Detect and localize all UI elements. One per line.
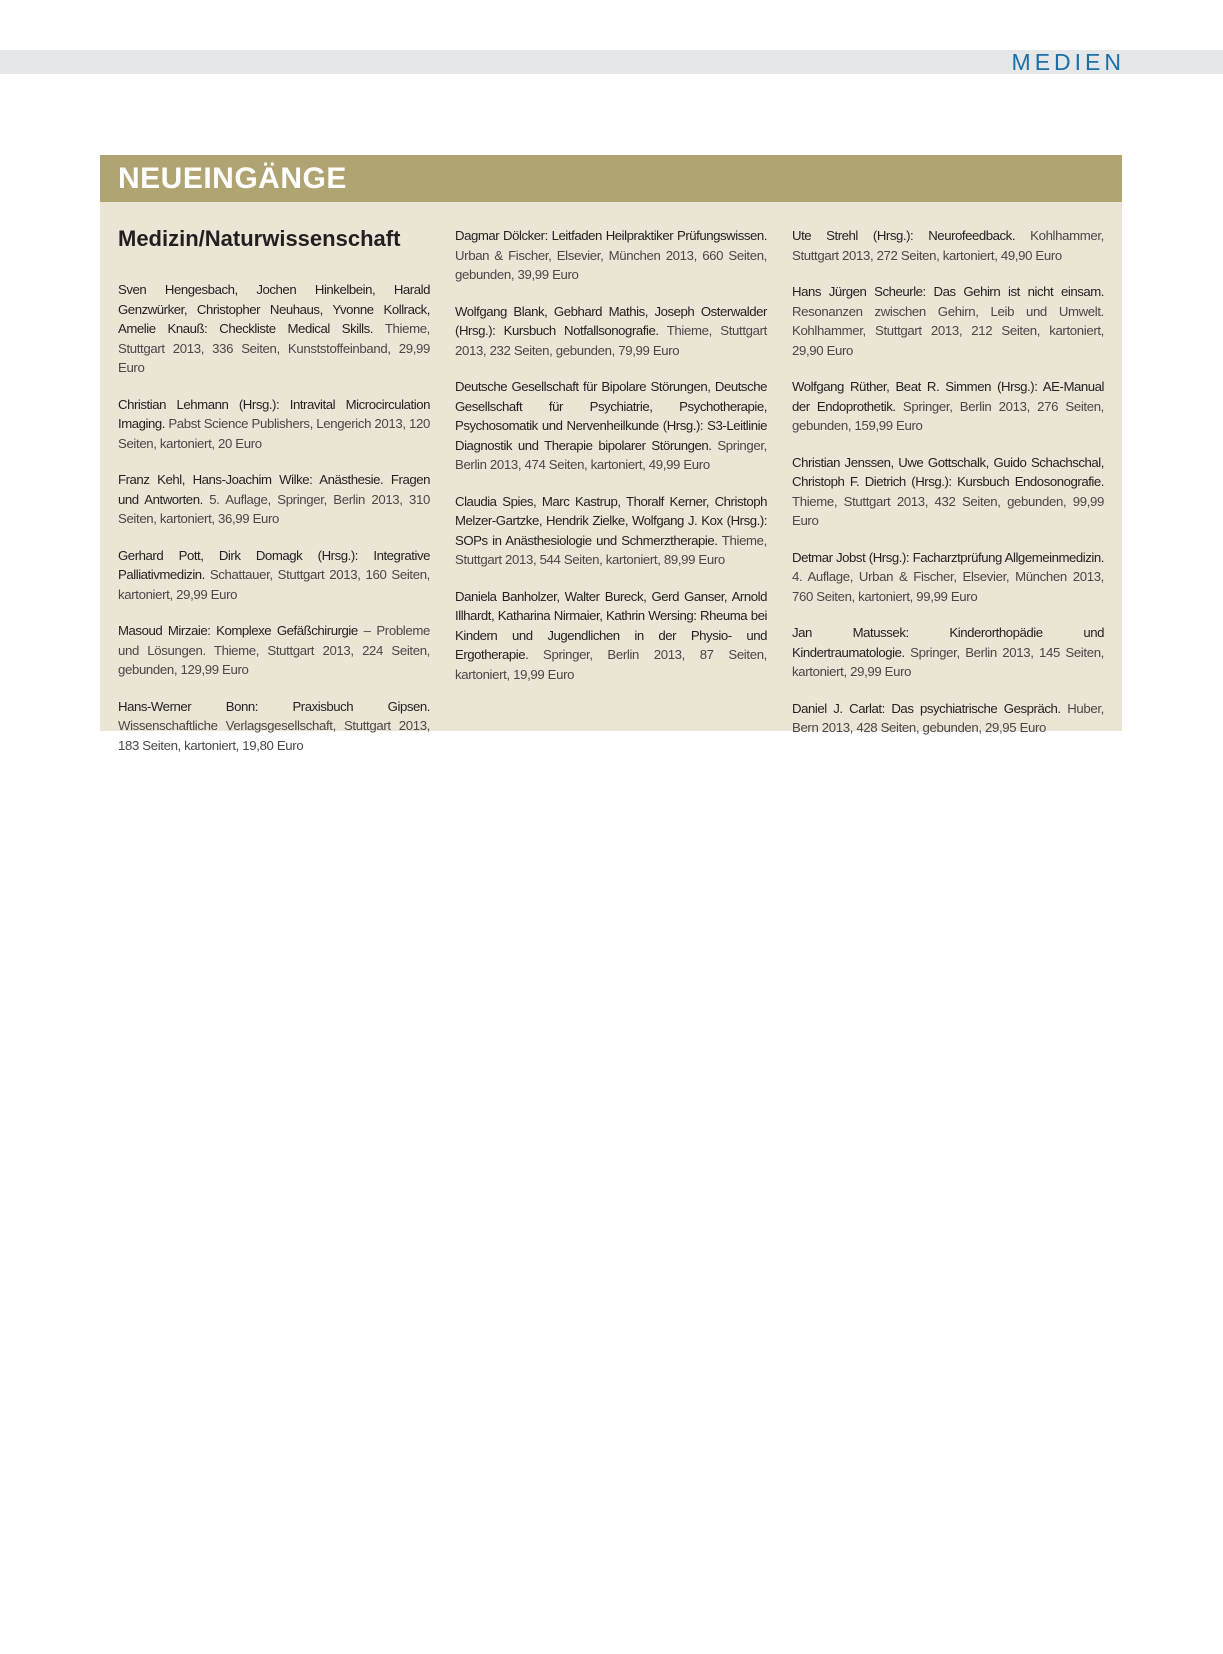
book-publication-details: Wissenschaftliche Verlagsgesellschaft, Stuttgart 2013, 183 Seiten, kartoniert, 19,80 Euro — [118, 718, 430, 753]
book-entry — [118, 546, 430, 605]
book-entry — [792, 548, 1104, 607]
book-publication-details: Springer, Berlin 2013, 87 Seiten, kartoniert, 19,99 Euro — [455, 647, 767, 682]
book-publication-details: Kohlhammer, Stuttgart 2013, 272 Seiten, kartoniert, 49,90 Euro — [792, 228, 1104, 263]
book-entry — [455, 226, 767, 285]
book-author-title: Gerhard Pott, Dirk Domagk (Hrsg.): Integrative Palliativmedizin. — [118, 547, 430, 582]
book-author-title: Christian Lehmann (Hrsg.): Intravital Microcirculation Imaging. — [118, 396, 430, 431]
column-3 — [792, 226, 1104, 772]
book-author-title: Christian Jenssen, Uwe Gottschalk, Guido Schachschal, Christoph F. Dietrich (Hrsg.): Kursbuch Endosonografie. — [792, 454, 1104, 489]
book-publication-details: Springer, Berlin 2013, 145 Seiten, kartoniert, 29,99 Euro — [792, 644, 1104, 679]
book-entry — [118, 697, 430, 756]
book-entry — [792, 623, 1104, 682]
book-publication-details: Thieme, Stuttgart 2013, 336 Seiten, Kunststoffeinband, 29,99 Euro — [118, 321, 431, 375]
book-publication-details: Urban & Fischer, Elsevier, München 2013, 660 Seiten, gebunden, 39,99 Euro — [455, 247, 767, 282]
book-entry — [455, 377, 767, 475]
column-1 — [118, 226, 430, 772]
book-publication-details: Thieme, Stuttgart 2013, 432 Seiten, gebunden, 99,99 Euro — [792, 493, 1104, 528]
book-entry — [455, 587, 767, 685]
book-publication-details: Pabst Science Publishers, Lengerich 2013, 120 Seiten, kartoniert, 20 Euro — [118, 416, 430, 451]
column-2 — [455, 226, 767, 772]
book-entry — [455, 492, 767, 570]
book-entry — [792, 699, 1104, 738]
book-entry — [118, 395, 430, 454]
book-publication-details: Schattauer, Stuttgart 2013, 160 Seiten, kartoniert, 29,99 Euro — [118, 567, 430, 602]
book-publication-details: 4. Auflage, Urban & Fischer, Elsevier, München 2013, 760 Seiten, kartoniert, 99,99 Euro — [792, 569, 1104, 604]
book-publication-details: Thieme, Stuttgart 2013, 232 Seiten, gebunden, 79,99 Euro — [455, 323, 767, 358]
book-publication-details: – Probleme und Lösungen. Thieme, Stuttgart 2013, 224 Seiten, gebunden, 129,99 Euro — [118, 623, 430, 677]
book-author-title: Masoud Mirzaie: Komplexe Gefäßchirurgie — [118, 623, 358, 638]
book-author-title: Claudia Spies, Marc Kastrup, Thoralf Kerner, Christoph Melzer-Gartzke, Hendrik Zielke, Wolfgang J. Kox (Hrsg.): SOPs in Anästhesiologie und Schmerztherapie. — [455, 493, 767, 548]
book-publication-details: Springer, Berlin 2013, 276 Seiten, gebunden, 159,99 Euro — [792, 398, 1104, 433]
book-entry — [118, 470, 430, 529]
book-author-title: Hans Jürgen Scheurle: Das Gehirn ist nicht einsam. — [792, 284, 1104, 299]
book-author-title: Sven Hengesbach, Jochen Hinkelbein, Harald Genzwürker, Christopher Neuhaus, Yvonne Kollrack, Amelie Knauß: Checkliste Medical Skills. — [118, 282, 430, 336]
book-author-title: Wolfgang Blank, Gebhard Mathis, Joseph Osterwalder (Hrsg.): Kursbuch Notfallsonografie. — [455, 303, 767, 338]
section-label: MEDIEN — [1011, 49, 1125, 75]
column-heading: Medizin/Naturwissenschaft — [118, 226, 401, 251]
book-publication-details: Resonanzen zwischen Gehirn, Leib und Umwelt. Kohlhammer, Stuttgart 2013, 212 Seiten, kartoniert, 29,90 Euro — [792, 303, 1104, 358]
panel-title: NEUEINGÄNGE — [118, 161, 347, 195]
book-entry — [792, 377, 1104, 436]
book-author-title: Daniela Banholzer, Walter Bureck, Gerd Ganser, Arnold Illhardt, Katharina Nirmaier, Kathrin Wersing: Rheuma bei Kindern und Jugendlichen in der Physio- und Ergotherapie. — [455, 588, 767, 662]
book-publication-details: Springer, Berlin 2013, 474 Seiten, kartoniert, 49,99 Euro — [455, 437, 767, 472]
new-arrivals-panel — [100, 155, 1122, 753]
book-publication-details: Thieme, Stuttgart 2013, 544 Seiten, kartoniert, 89,99 Euro — [455, 532, 767, 567]
book-publication-details: Huber, Bern 2013, 428 Seiten, gebunden, 29,95 Euro — [792, 700, 1104, 735]
book-entry — [455, 302, 767, 361]
book-author-title: Wolfgang Rüther, Beat R. Simmen (Hrsg.): AE-Manual der Endoprothetik. — [792, 379, 1104, 414]
book-author-title: Ute Strehl (Hrsg.): Neurofeedback. — [792, 228, 1016, 243]
book-publication-details: 5. Auflage, Springer, Berlin 2013, 310 Seiten, kartoniert, 36,99 Euro — [118, 491, 430, 526]
book-entry — [792, 282, 1104, 360]
book-author-title: Detmar Jobst (Hrsg.): Facharztprüfung Allgemeinmedizin. — [792, 549, 1104, 565]
book-entry — [792, 453, 1104, 531]
book-author-title: Deutsche Gesellschaft für Bipolare Störungen, Deutsche Gesellschaft für Psychiatrie, Psychotherapie, Psychosomatik und Nervenheilkunde (Hrsg.): S3-Leitlinie Diagnostik und Therapie bipolarer Störungen. — [455, 379, 767, 453]
book-author-title: Franz Kehl, Hans-Joachim Wilke: Anästhesie. Fragen und Antworten. — [118, 472, 430, 507]
book-author-title: Dagmar Dölcker: Leitfaden Heilpraktiker Prüfungswissen. — [455, 228, 767, 243]
book-author-title: Jan Matussek: Kinderorthopädie und Kindertraumatologie. — [792, 625, 1104, 660]
panel-header — [100, 155, 1122, 202]
book-entry — [118, 621, 430, 680]
book-author-title: Daniel J. Carlat: Das psychiatrische Gespräch. — [792, 700, 1061, 716]
book-entry — [792, 226, 1104, 265]
book-author-title: Hans-Werner Bonn: Praxisbuch Gipsen. — [118, 698, 430, 714]
columns — [100, 202, 1122, 772]
book-entry — [118, 280, 430, 378]
